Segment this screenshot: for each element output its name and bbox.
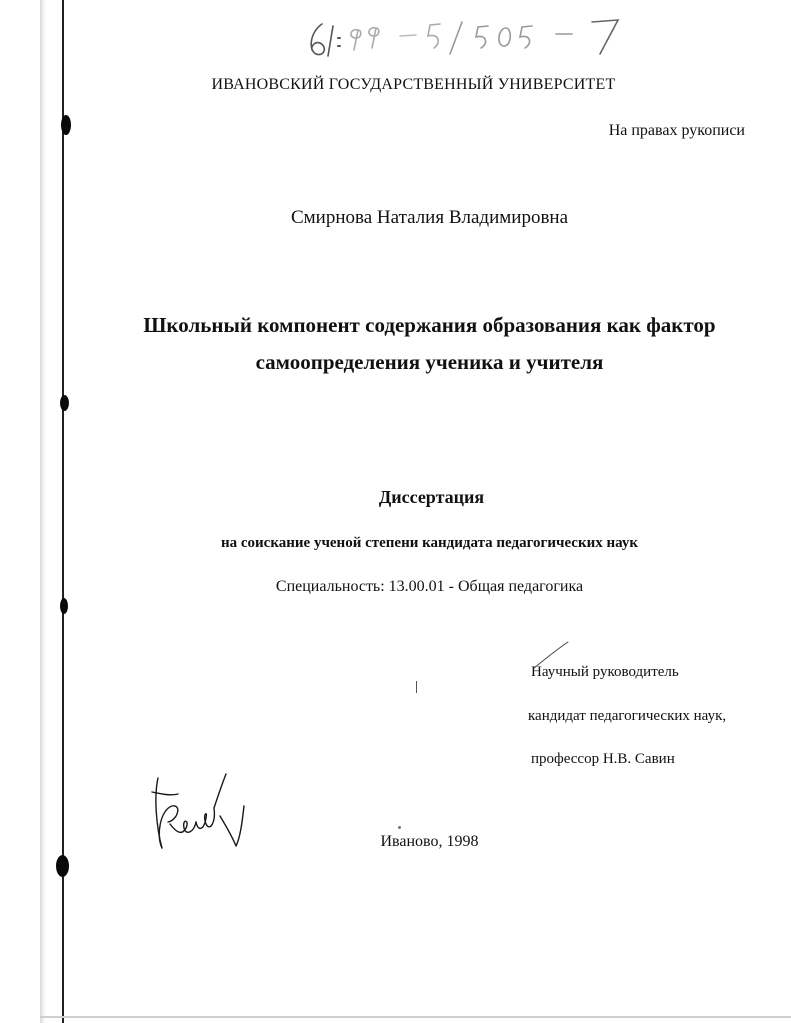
handwritten-archive-code [300, 14, 630, 64]
scan-punch-mark-4 [56, 855, 69, 877]
supervisor-label: Научный руководитель [531, 664, 679, 680]
dissertation-title-line-2: самоопределения ученика и учителя [255, 350, 604, 374]
specialty-line: Специальность: 13.00.01 - Общая педагогика [275, 578, 584, 595]
scan-tick-mark [416, 681, 417, 693]
scan-punch-mark-2 [60, 395, 69, 411]
university-name: ИВАНОВСКИЙ ГОСУДАРСТВЕННЫЙ УНИВЕРСИТЕТ [211, 76, 616, 93]
supervisor-degree: кандидат педагогических наук, [528, 708, 727, 724]
degree-statement: на соискание ученой степени кандидата педагогических наук [220, 535, 639, 551]
author-name: Смирнова Наталия Владимировна [290, 207, 569, 228]
scan-left-edge [40, 0, 46, 1023]
scan-speck [398, 826, 401, 829]
scan-bottom-edge [40, 1016, 791, 1018]
city-and-year: Иваново, 1998 [380, 833, 479, 850]
scan-punch-mark-1 [61, 115, 71, 135]
scan-punch-mark-3 [60, 598, 68, 614]
document-type: Диссертация [378, 487, 485, 507]
supervisor-name: профессор Н.В. Савин [531, 751, 675, 767]
manuscript-rights-note: На правах рукописи [608, 122, 745, 139]
dissertation-title-line-1: Школьный компонент содержания образования как фактор [143, 313, 716, 337]
